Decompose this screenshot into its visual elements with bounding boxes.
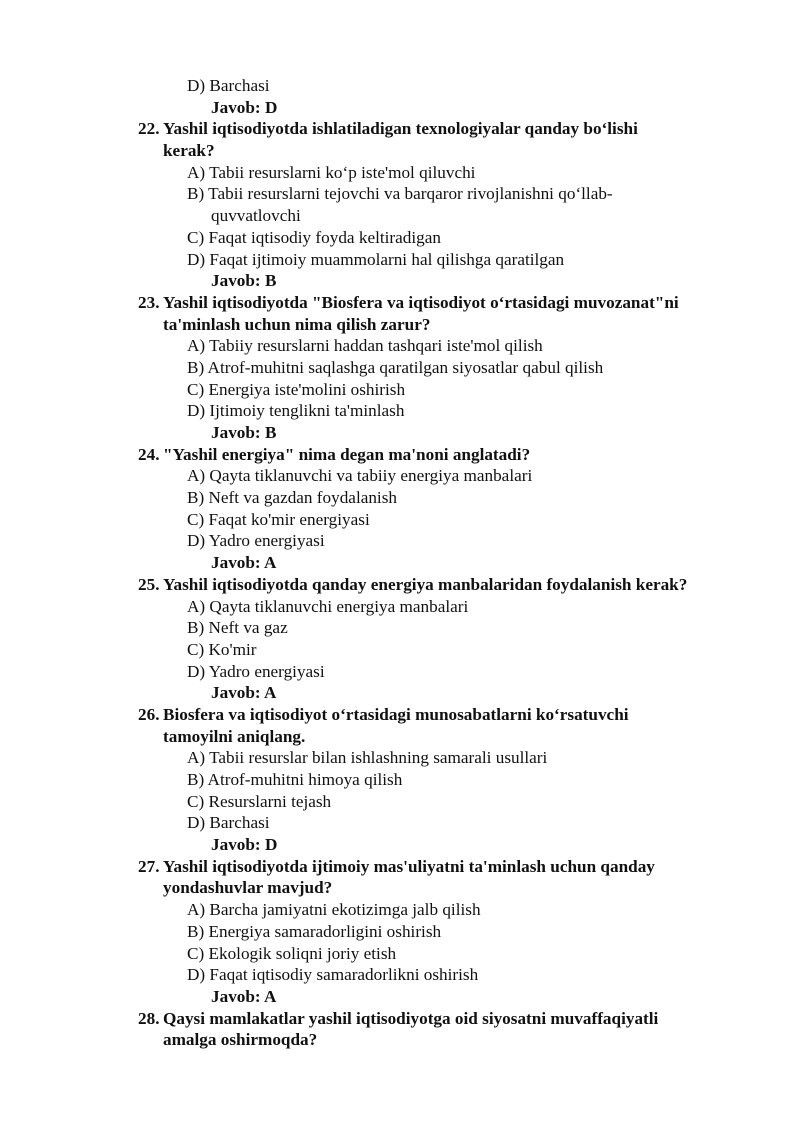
question-text: Yashil iqtisodiyotda ijtimoiy mas'uliyatni ta'minlash uchun qanday [163,856,655,876]
option-a: A) Tabii resurslarni ko‘p iste'mol qiluvchi [187,162,476,182]
question-text-continued: tamoyilni aniqlang. [163,726,306,746]
question-number: 24. [138,444,160,464]
question-text: Yashil iqtisodiyotda qanday energiya manbalaridan foydalanish kerak? [163,574,688,594]
option-d: D) Barchasi [187,813,270,833]
question-number: 23. [138,292,160,312]
question-22 [0,118,800,140]
option-b: B) Atrof-muhitni saqlashga qaratilgan siyosatlar qabul qilish [187,357,604,377]
quiz-content [0,75,800,1051]
question-text-continued: amalga oshirmoqda? [163,1030,318,1050]
question-text-continued: kerak? [163,141,215,161]
option-c: C) Energiya iste'molini oshirish [187,379,406,399]
option-c: C) Resurslarni tejash [187,791,332,811]
question-number: 27. [138,856,160,876]
answer-key: Javob: A [211,683,277,703]
answer-key: Javob: D [211,835,278,855]
option-b-continued: quvvatlovchi [211,206,301,226]
question-text: "Yashil energiya" nima degan ma'noni anglatadi? [163,444,531,464]
question-28 [0,1008,800,1030]
option-b: B) Neft va gazdan foydalanish [187,488,397,508]
option-c: C) Faqat iqtisodiy foyda keltiradigan [187,227,441,247]
option-a: A) Qayta tiklanuvchi energiya manbalari [187,596,469,616]
question-text-continued: yondashuvlar mavjud? [163,878,333,898]
option-c: C) Ko'mir [187,639,257,659]
question-24 [0,444,800,466]
question-text-continued: ta'minlash uchun nima qilish zarur? [163,314,431,334]
option-d: D) Faqat iqtisodiy samaradorlikni oshirish [187,965,479,985]
option-d: D) Barchasi [187,76,270,95]
question-number: 26. [138,704,160,724]
option-d: D) Yadro energiyasi [187,531,325,551]
question-text: Yashil iqtisodiyotda "Biosfera va iqtisodiyot o‘rtasidagi muvozanat"ni [163,292,679,312]
question-number: 22. [138,119,160,139]
question-number: 28. [138,1008,160,1028]
question-23 [0,292,800,314]
option-c: C) Ekologik soliqni joriy etish [187,943,397,963]
question-text: Qaysi mamlakatlar yashil iqtisodiyotga oid siyosatni muvaffaqiyatli [163,1008,659,1028]
answer-key: Javob: B [211,271,277,291]
option-d: D) Yadro energiyasi [187,661,325,681]
question-25 [0,574,800,596]
option-b: B) Energiya samaradorligini oshirish [187,921,442,941]
option-a: A) Barcha jamiyatni ekotizimga jalb qilish [187,900,481,920]
option-b: B) Atrof-muhitni himoya qilish [187,770,403,789]
option-a: A) Tabiiy resurslarni haddan tashqari iste'mol qilish [187,336,543,356]
option-b: B) Neft va gaz [187,618,288,638]
question-27 [0,856,800,878]
option-d: D) Faqat ijtimoiy muammolarni hal qilishga qaratilgan [187,249,565,269]
option-b: B) Tabii resurslarni tejovchi va barqaror rivojlanishni qo‘llab- [187,184,613,204]
option-a: A) Qayta tiklanuvchi va tabiiy energiya manbalari [187,466,533,486]
answer-key: Javob: B [211,423,277,442]
answer-key: Javob: A [211,553,277,573]
option-a: A) Tabii resurslar bilan ishlashning samarali usullari [187,748,548,768]
answer-key: Javob: D [211,97,278,117]
option-c: C) Faqat ko'mir energiyasi [187,509,370,529]
question-26 [0,704,800,726]
question-text: Biosfera va iqtisodiyot o‘rtasidagi munosabatlarni ko‘rsatuvchi [163,704,629,724]
question-number: 25. [138,574,160,594]
question-text: Yashil iqtisodiyotda ishlatiladigan texnologiyalar qanday bo‘lishi [163,119,638,139]
answer-key: Javob: A [211,986,277,1006]
option-d: D) Ijtimoiy tenglikni ta'minlash [187,401,405,421]
